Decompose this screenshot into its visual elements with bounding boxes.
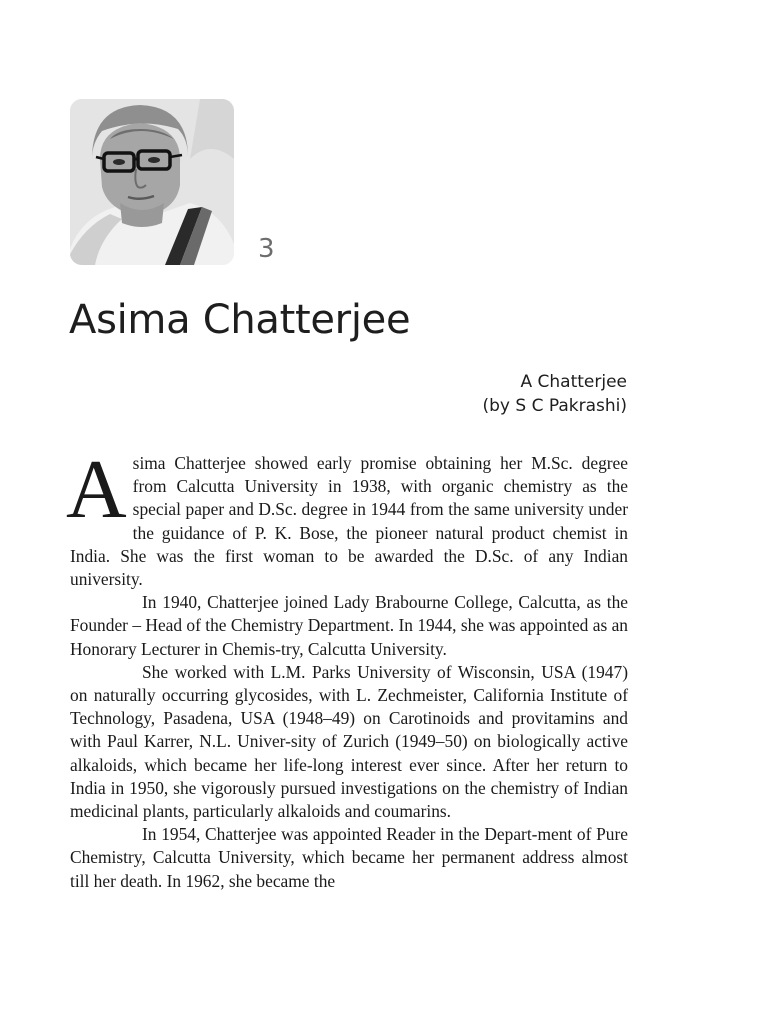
paragraph-1 [66,443,628,591]
paragraph-3: She worked with L.M. Parks University of Wisconsin, USA (1947) on naturally occurring glycosides, with L. Zechmeister, California Institute of Technology, Pasadena, USA (1948–49) on Carotinoids and provitamins and with Paul Karrer, N.L. Univer-sity of Zurich (1949–50) on biologically active alkaloids, which became her life-long interest ever since. After her return to India in 1950, she vigorously pursued investigations on the chemistry of Indian medicinal plants, particularly alkaloids and coumarins. [70,661,628,822]
chapter-number: 3 [258,234,275,264]
byline-author: A Chatterjee [520,372,627,392]
paragraph-4: In 1954, Chatterjee was appointed Reader in the Depart-ment of Pure Chemistry, Calcutta University, which became her permanent address almost till her death. In 1962, she became the [70,824,628,891]
byline-credit: (by S C Pakrashi) [482,396,627,416]
byline [483,370,628,418]
drop-cap: A [66,443,127,536]
article-body [66,443,628,893]
chapter-title: Asima Chatterjee [69,297,411,343]
paragraph-1-text: sima Chatterjee showed early promise obtaining her M.Sc. degree from Calcutta University in 1938, with organic chemistry as the special paper and D.Sc. degree in 1944 from the same university under the guidance of P. K. Bose, the pioneer natural product chemist in India. She was the first woman to be awarded the D.Sc. of any Indian university. [70,453,628,590]
paragraph-2: In 1940, Chatterjee joined Lady Brabourne College, Calcutta, as the Founder – Head of the Chemistry Department. In 1944, she was appointed as an Honorary Lecturer in Chemis-try, Calcutta University. [70,592,628,659]
portrait-photo [70,99,234,265]
